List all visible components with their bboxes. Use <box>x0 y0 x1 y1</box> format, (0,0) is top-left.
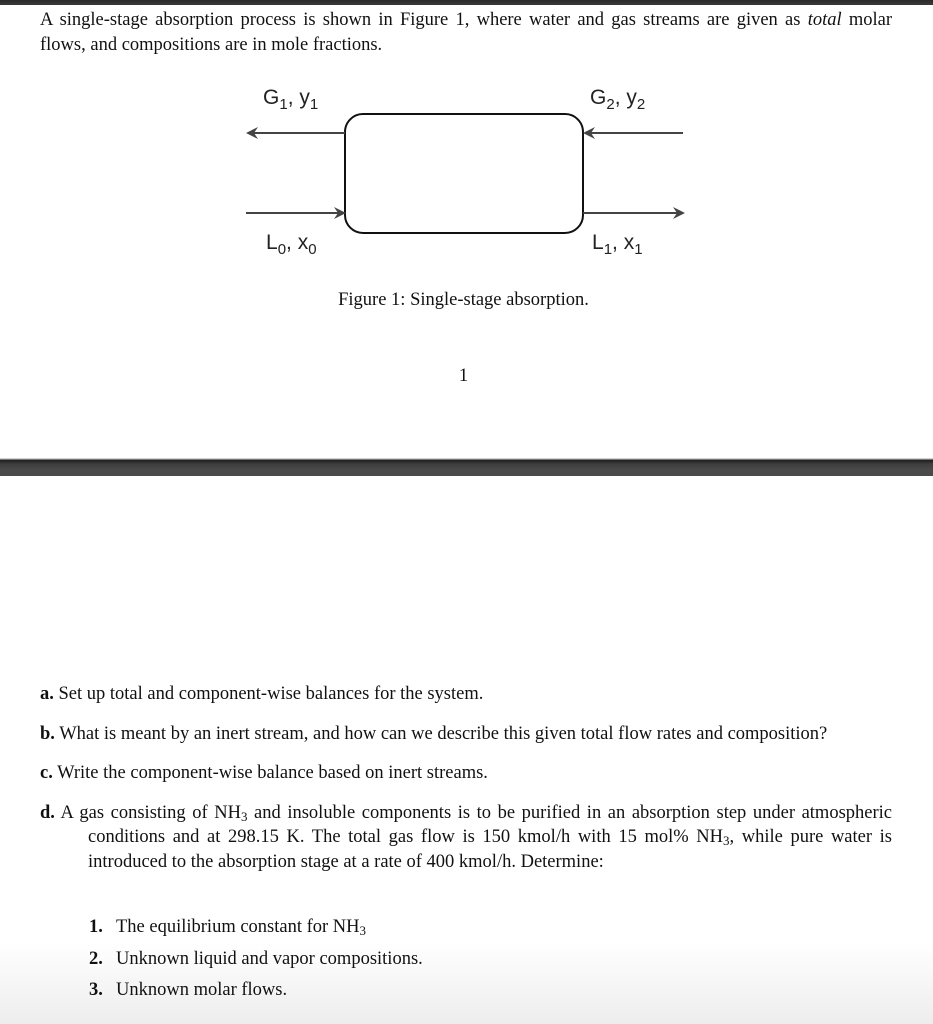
question-text: Set up total and component-wise balances for the system. <box>58 684 484 704</box>
subitem-3 <box>89 975 423 1007</box>
question-text: What is meant by an inert stream, and how can we describe this given total flow rates and composition? <box>59 723 828 744</box>
subitem-2 <box>89 944 423 976</box>
flow-symbol: L <box>592 231 604 254</box>
flow-symbol: G <box>263 86 280 109</box>
question-c <box>40 761 892 786</box>
intro-text-2: molar flows, and compositions are in mole fractions. <box>40 10 892 55</box>
absorption-stage-svg <box>0 0 933 300</box>
question-text-1: A gas consisting of NH <box>60 802 241 823</box>
subitem-text: Unknown liquid and vapor compositions. <box>116 948 423 969</box>
question-d <box>40 801 892 875</box>
figure-1-diagram <box>0 0 933 300</box>
subitem-number: 3. <box>89 980 103 1000</box>
label-separator: , <box>612 231 624 254</box>
subitem-text: The equilibrium constant for NH <box>116 917 360 937</box>
page-number-text: 1 <box>458 366 469 386</box>
question-letter: a. <box>40 684 54 704</box>
question-letter: b. <box>40 723 55 744</box>
question-b <box>40 722 892 747</box>
label-separator: , <box>287 86 300 109</box>
subscript: 3 <box>240 808 248 824</box>
question-text: Write the component-wise balance based on inert streams. <box>57 763 488 783</box>
question-list <box>40 682 892 882</box>
subscript: 3 <box>359 923 367 938</box>
label-separator: , <box>614 86 627 109</box>
comp-symbol: y <box>626 86 637 109</box>
flow-subscript: 2 <box>606 96 615 113</box>
figure-caption <box>0 290 933 311</box>
comp-symbol: x <box>623 231 635 254</box>
flow-subscript: 1 <box>279 96 288 113</box>
comp-subscript: 2 <box>636 96 646 113</box>
flow-symbol: L <box>266 231 278 254</box>
label-liquid-out <box>592 231 643 258</box>
label-liquid-in <box>266 231 317 258</box>
label-gas-out <box>263 86 319 113</box>
question-text-2: and insoluble components is to be purified in an absorption step under atmospheric conditions and at 298.15 K. The total gas flow is 150 kmol/h with 15 mol% NH <box>88 802 892 847</box>
figure-caption-text: Figure 1: Single-stage absorption. <box>338 290 589 310</box>
intro-text-1: A single-stage absorption process is shown in Figure 1, where water and gas streams are given as <box>40 10 808 30</box>
comp-subscript: 1 <box>309 96 319 113</box>
label-gas-in <box>590 86 646 113</box>
question-letter: d. <box>40 802 55 823</box>
subitem-number: 1. <box>89 917 103 937</box>
page-number <box>0 366 933 387</box>
question-a <box>40 682 892 707</box>
intro-emphasis: total <box>807 10 842 30</box>
subitem-number: 2. <box>89 948 103 969</box>
page-separator <box>0 458 933 476</box>
subscript: 3 <box>722 833 730 848</box>
flow-subscript: 0 <box>277 241 287 258</box>
question-text-3: , while pure water is introduced to the absorption stage at a rate of 400 kmol/h. Determine: <box>88 827 892 872</box>
flow-subscript: 1 <box>603 241 613 258</box>
comp-subscript: 0 <box>308 241 317 258</box>
comp-symbol: y <box>299 86 310 109</box>
label-separator: , <box>286 231 298 254</box>
question-letter: c. <box>40 763 53 783</box>
comp-subscript: 1 <box>634 241 643 258</box>
comp-symbol: x <box>297 231 309 254</box>
stage-box <box>345 114 583 233</box>
flow-symbol: G <box>590 86 607 109</box>
subitem-1 <box>89 912 423 944</box>
subitem-text: Unknown molar flows. <box>116 980 288 1000</box>
question-d-subitems <box>89 912 423 1007</box>
